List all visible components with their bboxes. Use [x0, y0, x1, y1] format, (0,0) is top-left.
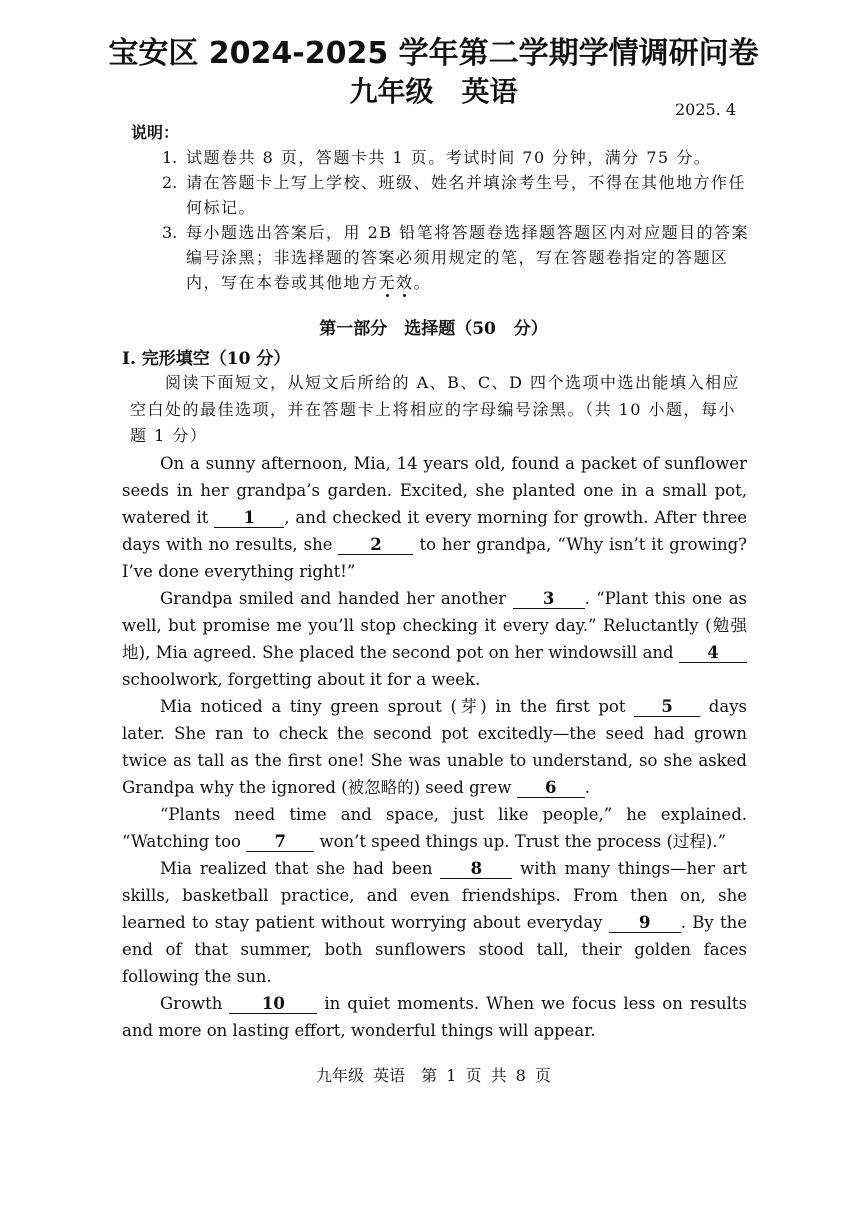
passage-text: to her grandpa, “Why isn’t it growing? I’ve done everything right!” [122, 535, 748, 581]
emphasis-char: 无 [378, 273, 397, 292]
note-item [162, 220, 752, 295]
passage-text: with many things—her art skills, basketball practice, and even friendships. From then on, she learned to stay patient without worrying about everyday [122, 859, 747, 932]
notes-label: 说明： [131, 123, 180, 142]
notes-list [162, 145, 752, 295]
passage-paragraph [122, 585, 747, 693]
note-number: 2. [162, 173, 178, 192]
note-text-end: 。 [413, 273, 432, 292]
exam-title: 宝安区 2024-2025 学年第二学期学情调研问卷 [108, 36, 759, 71]
note-number: 1. [162, 148, 178, 167]
passage-text: days later. She ran to check the second pot excitedly—the seed had grown twice as tall as the first one! She was unable to understand, so she asked Grandpa why the ignored (被忽略的) seed grew [122, 697, 747, 797]
blank-3: 3 [513, 590, 585, 609]
passage-paragraph [122, 855, 747, 990]
blank-10: 10 [229, 995, 317, 1014]
emphasis-char: 效 [396, 273, 414, 292]
section-title: I. 完形填空（10 分） [122, 349, 291, 369]
exam-subtitle: 九年级 英语 [349, 75, 518, 108]
passage-text: . “Plant this one as well, but promise me you’ll stop checking it every day.” Reluctantly (勉强地), Mia agreed. She placed the second pot on her windowsill and [122, 589, 747, 662]
passage-paragraph [122, 450, 747, 585]
passage-text: won’t speed things up. Trust the process (过程).” [314, 832, 727, 851]
section-instructions: 阅读下面短文，从短文后所给的 A、B、C、D 四个选项中选出能填入相应空白处的最佳选项，并在答题卡上将相应的字母编号涂黑。（共 10 小题，每小题 1 分） [130, 373, 741, 445]
passage-text: , and checked it every morning for growth. After three days with no results, she [122, 508, 748, 554]
passage-text: . By the end of that summer, both sunflowers stood tall, their golden faces following the sun. [122, 913, 747, 986]
note-text [186, 220, 752, 295]
note-text: 试题卷共 8 页，答题卡共 1 页。考试时间 70 分钟，满分 75 分。 [186, 148, 712, 167]
blank-4: 4 [679, 644, 747, 663]
blank-5: 5 [634, 698, 700, 717]
passage-text: Mia realized that she had been [160, 859, 441, 878]
part-title: 第一部分 选择题（50 分） [319, 319, 548, 339]
blank-8: 8 [440, 860, 512, 879]
passage-text: . [584, 778, 590, 797]
page-footer: 九年级 英语 第 1 页 共 8 页 [316, 1066, 551, 1085]
passage-text: “Plants need time and space, just like people,” he explained. “Watching too [122, 805, 747, 851]
blank-9: 9 [609, 914, 681, 933]
passage-text: Mia noticed a tiny green sprout (芽) in the first pot [160, 697, 635, 716]
passage-paragraph [122, 990, 747, 1044]
blank-6: 6 [517, 779, 585, 798]
cloze-passage [122, 450, 747, 1044]
passage-text: On a sunny afternoon, Mia, 14 years old, found a packet of sunflower seeds in her grandpa’s garden. Excited, she planted one in a small pot, watered it [122, 454, 747, 527]
blank-2: 2 [338, 536, 413, 555]
exam-date: 2025. 4 [675, 100, 737, 119]
passage-text: Grandpa smiled and handed her another [160, 589, 513, 608]
passage-paragraph [122, 801, 747, 855]
note-text: 请在答题卡上写上学校、班级、姓名并填涂考生号，不得在其他地方作任何标记。 [186, 173, 747, 217]
blank-1: 1 [214, 509, 284, 528]
blank-7: 7 [246, 833, 314, 852]
note-item [162, 145, 752, 170]
passage-text: schoolwork, forgetting about it for a week. [122, 670, 481, 689]
passage-text: Growth [160, 994, 230, 1013]
note-text-main: 每小题选出答案后，用 2B 铅笔将答题卷选择题答题区内对应题目的答案编号涂黑；非选择题的答案必须用规定的笔，写在答题卷指定的答题区内，写在本卷或其他地方 [186, 223, 750, 292]
note-item [162, 170, 752, 220]
passage-paragraph [122, 693, 747, 801]
passage-text: in quiet moments. When we focus less on results and more on lasting effort, wonderful things will appear. [122, 994, 747, 1040]
note-number: 3. [162, 223, 178, 242]
